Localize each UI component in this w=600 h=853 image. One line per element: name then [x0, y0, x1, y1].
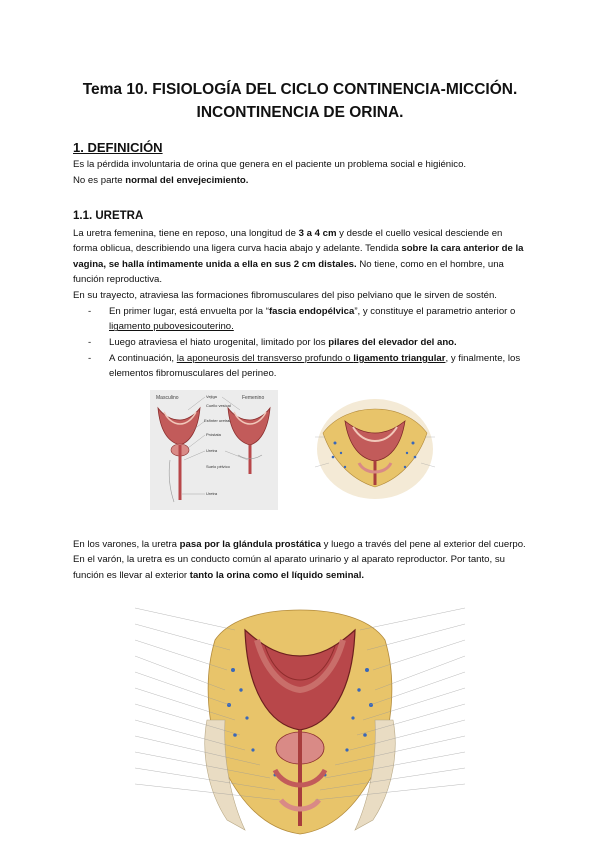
figure-urethra-comparison: [150, 390, 278, 515]
definition-bold: normal del envejecimiento.: [125, 175, 249, 186]
figure-pelvic-floor-large: [135, 600, 465, 853]
page-title-line2: INCONTINENCIA DE ORINA.: [196, 104, 404, 121]
urethra-comparison-illustration: [150, 390, 278, 510]
p1-text-c: y desde el cuello vesical desciende en forma oblicua, describiendo una ligera curva hacia abajo y adelante. Tendida: [73, 228, 503, 255]
male-text-a: En los varones, la uretra: [73, 539, 180, 550]
bullet-1-text: [109, 304, 529, 335]
p1-bold-length: 3 a 4 cm: [298, 228, 337, 239]
figure-pelvic-floor-small: [315, 397, 435, 506]
bullet-2-text: [109, 335, 529, 350]
uretra-paragraph-2: En su trayecto, atraviesa las formaciones fibromusculares del piso pelviano que le sirven de sostén.: [73, 290, 497, 301]
p1-text-a: La uretra femenina, tiene en reposo, una longitud de: [73, 228, 299, 239]
definition-line1: Es la pérdida involuntaria de orina que genera en el paciente un problema social e higiénico.: [73, 159, 467, 170]
definition-text: No es parte: [73, 175, 126, 186]
fig-label: Uretra: [206, 491, 218, 496]
pelvic-floor-illustration: [315, 397, 435, 501]
b3a: A continuación,: [109, 353, 177, 364]
b3c: ligamento triangular: [353, 353, 446, 364]
bullet-dash: -: [88, 353, 92, 364]
p1-text-e: No tiene, como en el hombre, una función reproductiva.: [73, 258, 504, 286]
p1-bold-vagina: sobre la cara anterior de la vagina, se halla íntimamente unida a ella en sus 2 cm distales.: [73, 243, 524, 270]
definition-line2: [73, 173, 529, 188]
fig-label: Vejiga: [206, 394, 217, 399]
male-bold-prostate: pasa por la glándula prostática: [179, 539, 321, 550]
fig-label: Uretra: [206, 448, 218, 453]
male-bold-fluid: tanto la orina como el líquido seminal.: [189, 569, 365, 581]
male-urethra-paragraph: [73, 537, 529, 583]
b3d: , y finalmente, los elementos fibromusculares del perineo.: [109, 353, 521, 380]
section-heading-uretra: 1.1. URETRA: [73, 210, 144, 222]
fig-label: Suelo pélvico: [206, 464, 230, 469]
page-title-line1: Tema 10. FISIOLOGÍA DEL CICLO CONTINENCIA-MICCIÓN.: [82, 81, 518, 98]
fig-label: Cuello vesical: [206, 403, 231, 408]
uretra-paragraph-1: [73, 226, 529, 288]
fig-label: Próstata: [206, 432, 221, 437]
label-masculino: Masculino: [156, 395, 179, 401]
b3b: la aponeurosis del transverso profundo o: [176, 353, 354, 364]
b2b: pilares del elevador del ano.: [328, 337, 457, 348]
b1d: ligamento pubovesicouterino.: [109, 321, 234, 333]
bullet-dash: -: [88, 306, 92, 317]
bullet-dash: -: [88, 337, 92, 348]
b1b: fascia endopélvica: [268, 306, 355, 317]
fig-label: Esfínter uretral: [204, 418, 231, 423]
bullet-3-text: [109, 351, 529, 382]
male-text-c: y luego a través del pene al exterior del cuerpo. En el varón, la uretra es un conducto común al aparato urinario y al aparato reproductor. Por tanto, su función es llevar al exterior: [73, 539, 526, 581]
b1c: ”, y constituye el parametrio anterior o: [354, 306, 516, 317]
section-heading-definicion: 1. DEFINICIÓN: [73, 140, 163, 155]
pelvic-floor-large-illustration: [135, 600, 465, 848]
label-femenino: Femenino: [242, 395, 265, 401]
b1a: En primer lugar, está envuelta por la “: [109, 306, 269, 317]
b2a: Luego atraviesa el hiato urogenital, limitado por los: [109, 337, 329, 348]
